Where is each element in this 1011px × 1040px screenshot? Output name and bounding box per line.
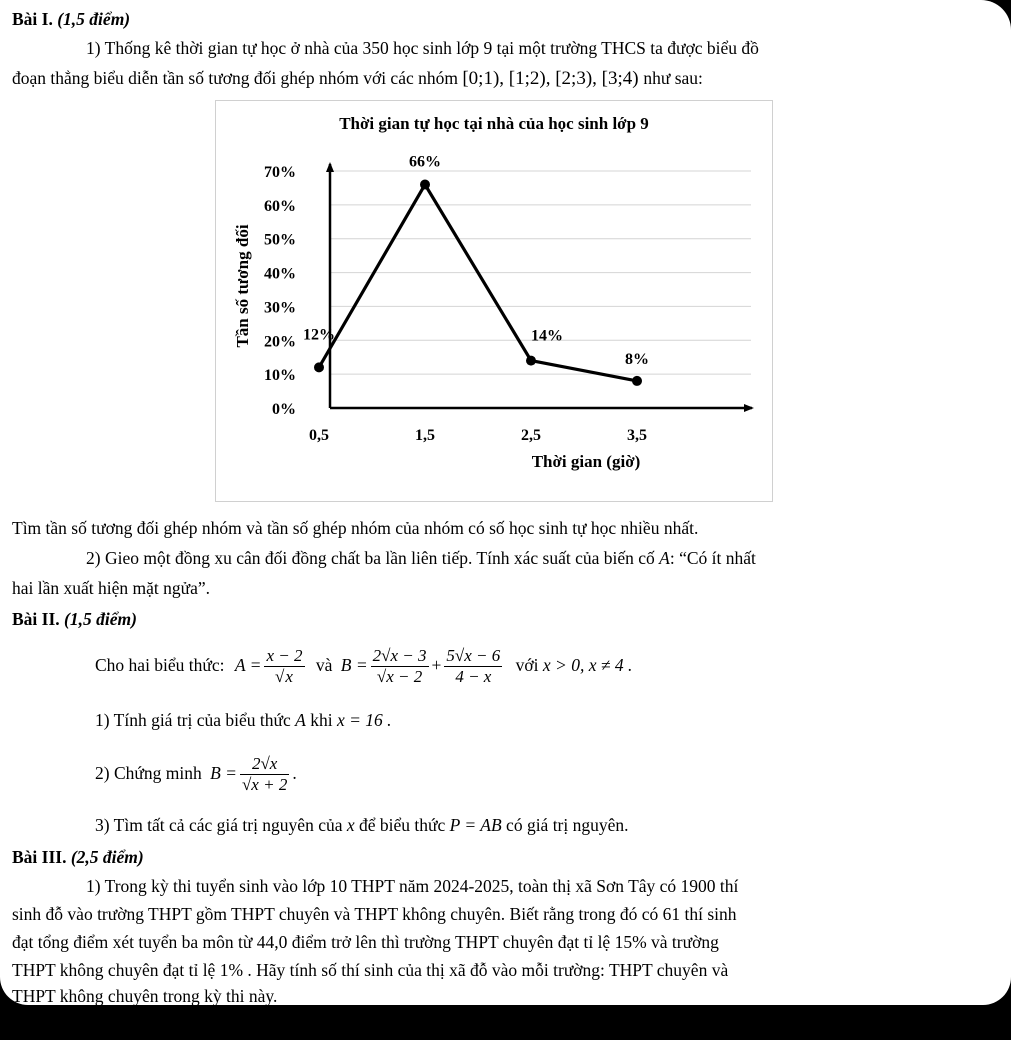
q3-var: x [346, 815, 355, 835]
q2-denominator: √x + 2 [241, 775, 288, 795]
data-point [632, 376, 642, 386]
B-label: B = [340, 655, 368, 675]
data-point [526, 356, 536, 366]
data-point [314, 362, 324, 372]
q3-text: 3) Tìm tất cả các giá trị nguyên của [95, 815, 343, 835]
x-tick-label: 3,5 [627, 427, 647, 444]
section2-expressions [95, 642, 632, 688]
q2-event: A [659, 548, 670, 568]
x-tick-label: 0,5 [309, 427, 329, 444]
section1-q1-line1: 1) Thống kê thời gian tự học ở nhà của 350 học sinh lớp 9 tại một trường THCS ta được biểu đồ [86, 38, 759, 58]
q2-text-end: : “Có ít nhất [669, 548, 756, 568]
A-label: A = [234, 655, 262, 675]
y-tick-label: 70% [264, 164, 296, 181]
y-tick-label: 50% [264, 231, 296, 249]
section1-heading [12, 8, 130, 30]
q2-text: 2) Gieo một đồng xu cân đối đồng chất ba lần liên tiếp. Tính xác suất của biến cố [86, 548, 655, 568]
line-chart [215, 100, 773, 502]
q2-fraction [240, 754, 289, 795]
section3-line5: THPT không chuyên trong kỳ thi này. [12, 986, 278, 1006]
data-label: 66% [409, 153, 441, 171]
B1-denominator: √x − 2 [376, 667, 423, 687]
section1-q2-line1 [86, 547, 756, 569]
section2-q3 [95, 814, 629, 836]
y-tick-label: 0% [272, 401, 296, 418]
q1-var: A [295, 710, 306, 730]
section1-points: (1,5 điểm) [57, 9, 131, 29]
section3-line4: THPT không chuyên đạt tỉ lệ 1% . Hãy tính số thí sinh của thị xã đỗ vào mỗi trường: THPT chuyên và [12, 960, 729, 980]
q1-condition: x = 16 . [336, 710, 392, 730]
chart-title: Thời gian tự học tại nhà của học sinh lớp 9 [339, 114, 649, 133]
data-label: 14% [531, 327, 563, 345]
section1-title: Bài I. [12, 9, 53, 29]
y-axis-label: Tần số tương đối [233, 224, 252, 348]
x-tick-labels [309, 427, 647, 444]
q3-expr: P = AB [449, 815, 502, 835]
condition: x > 0, x ≠ 4 . [542, 655, 633, 675]
section2-q1 [95, 709, 392, 731]
y-tick-label: 10% [264, 367, 296, 385]
B-fraction-2 [444, 646, 502, 687]
A-numerator: x − 2 [266, 646, 303, 666]
x-axis-label: Thời gian (giờ) [531, 452, 641, 471]
section1-q2-line2: hai lần xuất hiện mặt ngửa”. [12, 578, 211, 598]
interval-0: [0;1) [462, 68, 500, 89]
q3-mid: để biểu thức [359, 815, 446, 835]
q2-B: B = [210, 763, 237, 783]
y-tick-label: 60% [264, 197, 296, 215]
x-tick-label: 2,5 [521, 427, 541, 444]
section3-points: (2,5 điểm) [70, 847, 144, 867]
section1-ask: Tìm tần số tương đối ghép nhóm và tần số ghép nhóm của nhóm có số học sinh tự học nhiều nhất. [12, 518, 699, 538]
data-label: 12% [303, 326, 335, 344]
data-point [420, 180, 430, 190]
section2-heading [12, 608, 137, 630]
x-tick-label: 1,5 [415, 427, 435, 444]
plus-sign: + [431, 655, 442, 675]
q2-label: 2) Chứng minh [95, 763, 202, 783]
B2-numerator: 5√x − 6 [446, 646, 501, 666]
y-tick-label: 20% [264, 333, 296, 351]
page-corner [981, 0, 1011, 30]
section2-points: (1,5 điểm) [64, 609, 137, 629]
section3-line3: đạt tổng điểm xét tuyển ba môn từ 44,0 điểm trở lên thì trường THPT chuyên đạt tỉ lệ 15% và trường [12, 932, 719, 952]
q2-numerator: 2√x [240, 754, 289, 775]
data-points [314, 180, 642, 386]
y-tick-label: 30% [264, 299, 296, 317]
B-fraction-1 [371, 646, 429, 687]
and-word: và [315, 655, 333, 675]
A-fraction: $\frac{x - 2}{√x}$ [266, 646, 303, 687]
chart-svg [216, 101, 772, 501]
section3-line1: 1) Trong kỳ thi tuyển sinh vào lớp 10 THPT năm 2024-2025, toàn thị xã Sơn Tây có 1900 thí [86, 876, 739, 896]
B2-denominator: 4 − x [455, 667, 492, 687]
section2-q2: 2) Chứng minh B = $\frac{2√x}{√x + 2}$ . [95, 754, 297, 795]
data-labels [303, 154, 649, 368]
q1-when: khi [310, 710, 333, 730]
A-denominator: x [285, 667, 293, 687]
section3-line2: sinh đỗ vào trường THPT gồm THPT chuyên và THPT không chuyên. Biết rằng trong đó có 61 thí sinh [12, 904, 737, 924]
B1-numerator: 2√x − 3 [372, 646, 427, 666]
with-word: với [515, 655, 539, 675]
interval-3: [3;4) [601, 68, 639, 89]
data-label: 8% [625, 350, 649, 368]
y-tick-label: 40% [264, 265, 296, 283]
q1-line2-end: như sau: [643, 68, 703, 88]
q1-text: 1) Tính giá trị của biểu thức [95, 710, 291, 730]
y-tick-labels [264, 164, 296, 418]
interval-list: [0;1), [1;2), [2;3), [3;4) [462, 68, 639, 89]
q3-end: có giá trị nguyên. [506, 815, 629, 835]
section3-heading [12, 846, 144, 868]
section1-q1-line2 [12, 67, 703, 90]
series-line [319, 185, 637, 381]
intro-text: Cho hai biểu thức: [95, 655, 225, 675]
interval-2: [2;3) [555, 68, 593, 89]
section2-title: Bài II. [12, 609, 60, 629]
q1-line2-text: đoạn thẳng biểu diễn tần số tương đối ghép nhóm với các nhóm [12, 68, 458, 88]
section3-title: Bài III. [12, 847, 67, 867]
interval-1: [1;2) [508, 68, 546, 89]
